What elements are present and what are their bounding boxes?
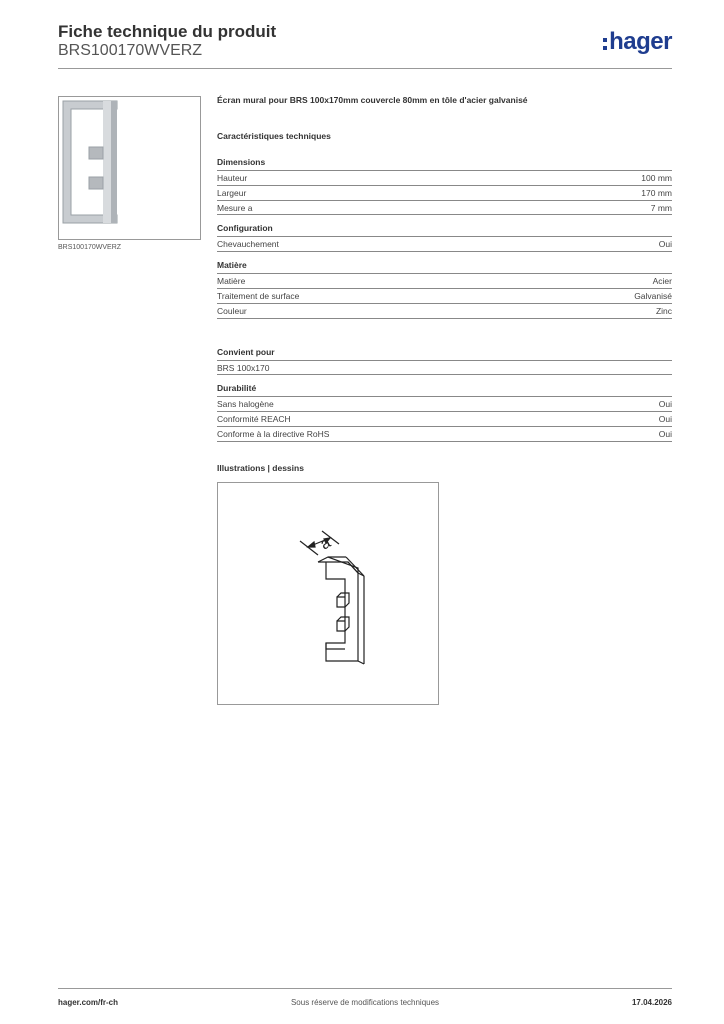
spec-group-dimensions bbox=[217, 157, 672, 215]
group-title: Dimensions bbox=[217, 157, 672, 171]
footer-website-link[interactable]: hager.com/fr-ch bbox=[58, 998, 119, 1007]
wall-screen-photo-icon bbox=[59, 97, 200, 239]
technical-characteristics-heading: Caractéristiques techniques bbox=[217, 131, 331, 141]
spec-row bbox=[217, 171, 672, 186]
product-description: Écran mural pour BRS 100x170mm couvercle 80mm en tôle d'acier galvanisé bbox=[217, 95, 528, 105]
spec-value: Oui bbox=[658, 399, 672, 410]
spec-value: 100 mm bbox=[641, 173, 672, 183]
spec-row bbox=[217, 186, 672, 201]
spec-row bbox=[217, 304, 672, 319]
spec-value: 7 mm bbox=[650, 202, 672, 213]
spec-label: Hauteur bbox=[217, 173, 248, 183]
spec-group-configuration bbox=[217, 223, 672, 252]
footer-date: 17.04.2026 bbox=[631, 998, 672, 1007]
spec-value: Zinc bbox=[655, 305, 672, 316]
main-content bbox=[217, 95, 672, 450]
spec-row bbox=[217, 237, 672, 252]
product-image bbox=[58, 96, 201, 240]
footer-notice: Sous réserve de modifications techniques bbox=[290, 998, 440, 1007]
logo-text: hager bbox=[609, 28, 672, 55]
footer-divider bbox=[58, 988, 672, 989]
spec-label: Chevauchement bbox=[217, 239, 279, 250]
page-header bbox=[58, 20, 672, 70]
document-title: Fiche technique du produit bbox=[58, 22, 277, 41]
group-title: Convient pour bbox=[217, 347, 672, 361]
spec-label: Conforme à la directive RoHS bbox=[217, 428, 330, 439]
spec-row bbox=[217, 427, 672, 442]
image-caption: BRS100170WVERZ bbox=[58, 244, 122, 251]
spec-value: Oui bbox=[658, 428, 672, 439]
spec-value: Acier bbox=[652, 276, 672, 287]
header-divider bbox=[58, 68, 672, 69]
spec-group-compatible bbox=[217, 347, 672, 376]
spec-label: Traitement de surface bbox=[217, 290, 300, 301]
spec-label: Couleur bbox=[217, 305, 247, 316]
spec-row bbox=[217, 274, 672, 289]
product-reference: BRS100170WVERZ bbox=[58, 42, 203, 59]
group-title: Durabilité bbox=[217, 383, 672, 397]
spec-label: Largeur bbox=[217, 187, 247, 198]
spec-row bbox=[217, 361, 672, 376]
spec-group-material bbox=[217, 260, 672, 318]
group-title: Configuration bbox=[217, 223, 672, 237]
dimension-drawing-icon bbox=[218, 483, 438, 704]
logo-dots-icon bbox=[603, 38, 607, 50]
spec-group-sustainability bbox=[217, 383, 672, 441]
spec-row bbox=[217, 397, 672, 412]
spec-label: Matière bbox=[217, 276, 246, 287]
spec-row bbox=[217, 201, 672, 216]
spec-value: Oui bbox=[658, 414, 672, 425]
illustrations-heading: Illustrations | dessins bbox=[217, 463, 304, 473]
spec-label: BRS 100x170 bbox=[217, 362, 270, 373]
spec-value: 170 mm bbox=[641, 187, 672, 198]
spec-label: Sans halogène bbox=[217, 399, 274, 410]
spec-row bbox=[217, 289, 672, 304]
hager-logo bbox=[603, 28, 672, 56]
spec-label: Mesure a bbox=[217, 202, 253, 213]
spec-row bbox=[217, 412, 672, 427]
spec-value: Oui bbox=[658, 239, 672, 250]
section-spacer bbox=[217, 327, 672, 347]
spec-value: Galvanisé bbox=[634, 290, 672, 301]
dimension-a-label: a bbox=[317, 534, 334, 554]
technical-drawing bbox=[217, 482, 439, 705]
group-title: Matière bbox=[217, 260, 672, 274]
spec-label: Conformité REACH bbox=[217, 414, 291, 425]
